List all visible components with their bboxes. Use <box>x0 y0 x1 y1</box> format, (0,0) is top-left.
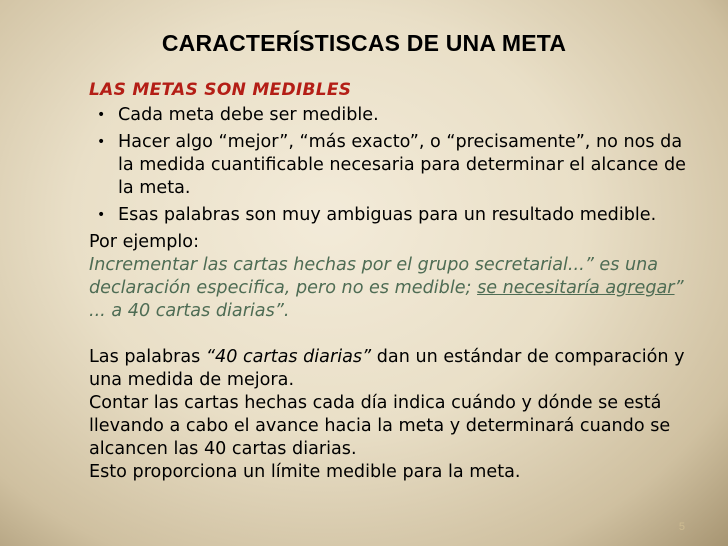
paragraph-standard <box>89 346 689 392</box>
bullet-item <box>89 131 689 200</box>
slide-body <box>89 79 689 484</box>
bullet-text: Esas palabras son muy ambiguas para un resultado medible. <box>118 205 657 225</box>
bullet-dot-icon: • <box>97 134 106 150</box>
example-link[interactable]: se necesitaría agregar <box>477 278 675 298</box>
paragraph-count: Contar las cartas hechas cada día indica cuándo y dónde se está llevando a cabo el avance hacia la meta y determinará cuando se alcancen las 40 cartas diarias. <box>89 393 671 459</box>
paragraph-standard-italic: “40 cartas diarias” <box>205 347 372 367</box>
paragraph-standard-end: dan un estándar de comparación y una medida de mejora. <box>89 347 685 390</box>
spacer <box>89 323 689 346</box>
bullet-dot-icon: • <box>97 107 106 123</box>
example-text-end: ” ... a 40 cartas diarias”. <box>89 278 684 321</box>
example-label: Por ejemplo: <box>89 232 199 252</box>
bullet-item <box>89 104 689 127</box>
paragraph-standard-start: Las palabras <box>89 347 206 367</box>
paragraph-limit: Esto proporciona un límite medible para la meta. <box>89 462 521 482</box>
bullet-dot-icon: • <box>97 207 106 223</box>
page-number: 5 <box>678 521 685 533</box>
subheading: LAS METAS SON MEDIBLES <box>89 80 352 100</box>
slide-title: CARACTERÍSTISCAS DE UNA META <box>161 30 567 56</box>
example-text <box>89 254 689 323</box>
bullet-item <box>89 204 689 227</box>
bullet-text: Cada meta debe ser medible. <box>118 105 379 125</box>
example-text-start: Incrementar las cartas hechas por el grupo secretarial...” es una declaración especifica, pero no es medible; <box>89 255 659 298</box>
bullet-text: Hacer algo “mejor”, “más exacto”, o “precisamente”, no nos da la medida cuantificable necesaria para determinar el alcance de la meta. <box>118 132 686 198</box>
